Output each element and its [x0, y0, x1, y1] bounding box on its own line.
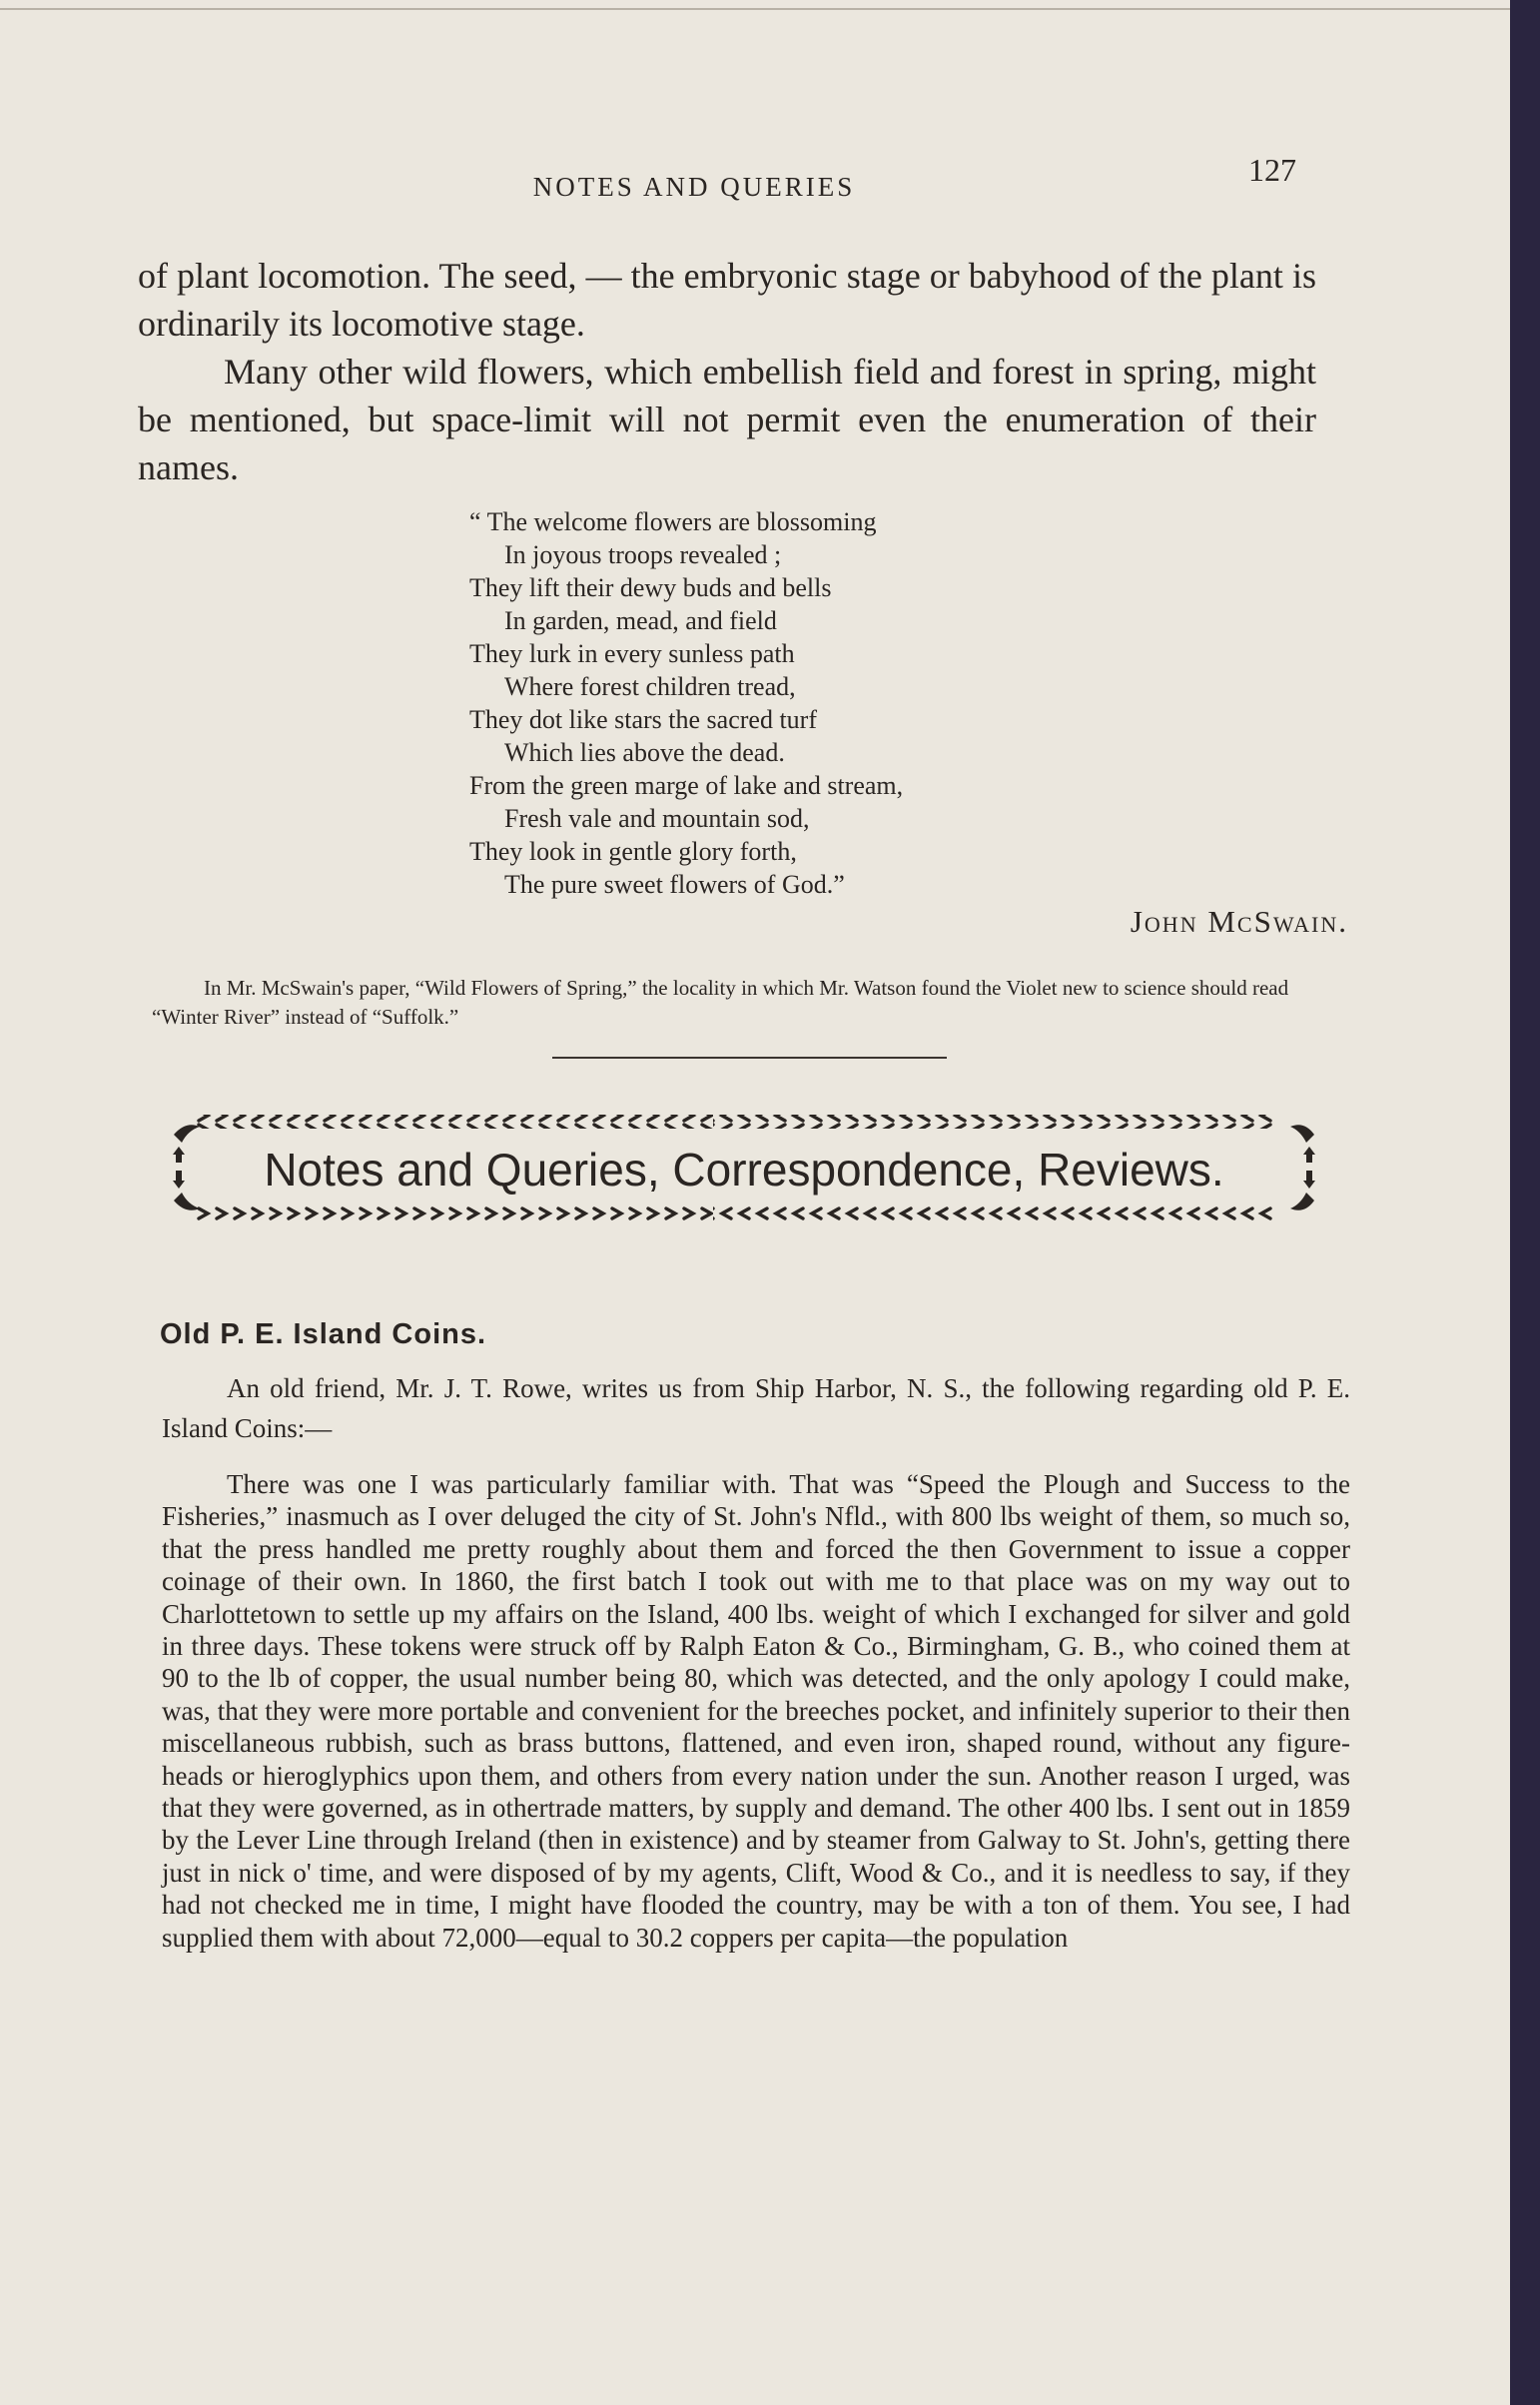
section-banner [160, 1109, 1328, 1226]
running-head: NOTES AND QUERIES [532, 172, 856, 202]
poem-line: They dot like stars the sacred turf [469, 705, 817, 734]
poem-line: “ The welcome flowers are blossoming [469, 507, 877, 536]
page-top-edge [0, 8, 1510, 10]
letter-body [162, 1468, 1350, 1954]
letter-paragraph: There was one I was particularly familiar with. That was “Speed the Plough and Success to the Fisheries,” inasmuch as I over deluged the city of St. John's Nfld., with 800 lbs weight of them, so much so, that the press handled me pretty roughly about them and forced the then Government to issue a copper coinage of their own. In 1860, the first batch I took out with me to that place was on my way out to Charlottetown to settle up my affairs on the Island, 400 lbs. weight of which I exchanged for silver and gold in three days. These tokens were struck off by Ralph Eaton & Co., Birmingham, G. B., who coined them at 90 to the lb of copper, the usual number being 80, which was detected, and the only apology I could make, was, that they were more portable and convenient for the breeches pocket, and infinitely superior to their then miscellaneous rubbish, such as brass buttons, flattened, and even iron, shaped round, without any figure-heads or hieroglyphics upon them, and others from every nation under the sun. Another reason I urged, was that they were governed, as in othertrade matters, by supply and demand. The other 400 lbs. I sent out in 1859 by the Lever Line through Ireland (then in existence) and by steamer from Galway to St. John's, getting there just in nick o' time, and were disposed of by my agents, Clift, Wood & Co., and it is needless to say, if they had not checked me in time, I might have flooded the country, may be with a ton of them. You see, I had supplied them with about 72,000—equal to 30.2 coppers per capita—the population [162, 1469, 1350, 1953]
poem [469, 505, 1188, 901]
poem-line: Which lies above the dead. [504, 738, 785, 767]
poem-line: In garden, mead, and field [504, 606, 777, 635]
poem-line: From the green marge of lake and stream, [469, 771, 904, 800]
poem-line: They lurk in every sunless path [469, 639, 795, 668]
article-conclusion [138, 252, 1316, 491]
footnote [152, 974, 1350, 1032]
poem-line: Fresh vale and mountain sod, [504, 804, 810, 833]
poem-line: The pure sweet flowers of God.” [504, 870, 845, 899]
poem-line: In joyous troops revealed ; [504, 540, 782, 569]
section-intro [162, 1368, 1350, 1448]
poem-line: They look in gentle glory forth, [469, 837, 797, 866]
author-attribution: John McSwain. [1130, 904, 1348, 939]
section-heading: Old P. E. Island Coins. [160, 1318, 487, 1350]
footnote-text: In Mr. McSwain's paper, “Wild Flowers of Spring,” the locality in which Mr. Watson found the Violet new to science should read “Winter River” instead of “Suffolk.” [152, 976, 1289, 1029]
closing-paragraph-1: of plant locomotion. The seed, — the embryonic stage or babyhood of the plant is ordinarily its locomotive stage. [138, 256, 1316, 344]
banner-title: Notes and Queries, Correspondence, Reviews. [264, 1144, 1224, 1196]
page-number: 127 [1248, 152, 1296, 188]
closing-paragraph-2: Many other wild flowers, which embellish field and forest in spring, might be mentioned, but space-limit will not permit even the enumeration of their names. [138, 352, 1316, 487]
intro-paragraph: An old friend, Mr. J. T. Rowe, writes us from Ship Harbor, N. S., the following regarding old P. E. Island Coins:— [162, 1373, 1350, 1443]
poem-line: Where forest children tread, [504, 672, 796, 701]
poem-line: They lift their dewy buds and bells [469, 573, 832, 602]
section-divider [552, 1057, 947, 1059]
